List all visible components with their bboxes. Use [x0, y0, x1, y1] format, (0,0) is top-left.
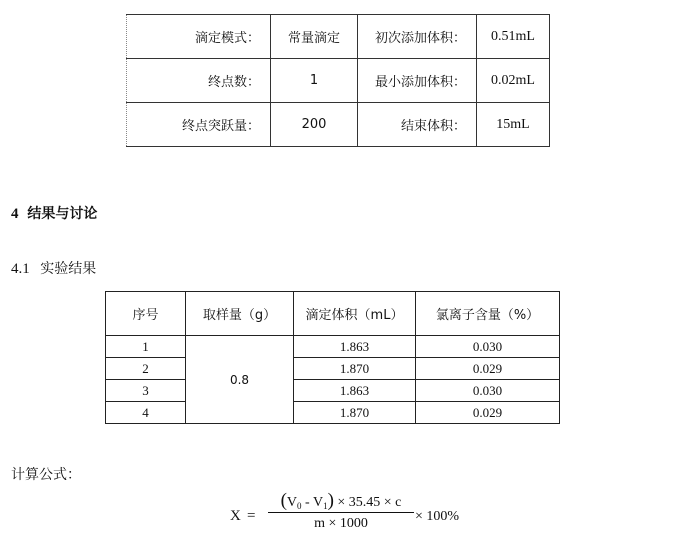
param-value: 1: [271, 59, 358, 103]
param-label: 最小添加体积：: [358, 59, 477, 103]
param-value: 0.51mL: [477, 15, 550, 59]
section-number: 4: [11, 206, 19, 222]
chloride-content: 0.029: [416, 358, 560, 380]
subsection-title: 实验结果: [40, 261, 97, 277]
table-row: [127, 103, 550, 147]
table-row: [127, 15, 550, 59]
chloride-content: 0.029: [416, 402, 560, 424]
param-label: 滴定模式：: [127, 15, 271, 59]
row-number: 4: [106, 402, 186, 424]
formula-denominator: m × 1000: [314, 516, 368, 531]
column-header: 滴定体积（mL）: [294, 292, 416, 336]
titration-volume: 1.863: [294, 380, 416, 402]
sample-mass: 0.8: [186, 336, 294, 424]
subsection-number: 4.1: [11, 261, 30, 277]
formula-numerator: $(V_0 - V_1) \times 35.45 \times c$: [280, 490, 402, 511]
param-value: 常量滴定: [271, 15, 358, 59]
subsection-heading: [11, 258, 96, 278]
fraction-bar: [268, 512, 414, 513]
param-label: 终点数：: [127, 59, 271, 103]
formula-lhs: X: [230, 508, 241, 524]
titration-volume: 1.863: [294, 336, 416, 358]
column-header: 氯离子含量（%）: [416, 292, 560, 336]
column-header: 序号: [106, 292, 186, 336]
titration-volume: 1.870: [294, 402, 416, 424]
titration-volume: 1.870: [294, 358, 416, 380]
row-number: 1: [106, 336, 186, 358]
table-row: [106, 358, 560, 380]
column-header: 取样量（g）: [186, 292, 294, 336]
param-value: 200: [271, 103, 358, 147]
table-header-row: [106, 292, 560, 336]
param-label: 终点突跃量：: [127, 103, 271, 147]
table-row: [127, 59, 550, 103]
formula-fraction: [268, 490, 414, 534]
titration-parameters-table: [126, 14, 550, 147]
param-value: 15mL: [477, 103, 550, 147]
section-title: 结果与讨论: [27, 206, 98, 222]
param-label: 结束体积：: [358, 103, 477, 147]
param-label: 初次添加体积：: [358, 15, 477, 59]
results-table: [105, 291, 560, 424]
table-row: [106, 380, 560, 402]
row-number: 2: [106, 358, 186, 380]
chloride-content: 0.030: [416, 380, 560, 402]
row-number: 3: [106, 380, 186, 402]
formula-equals: =: [247, 508, 256, 524]
table-row: [106, 336, 560, 358]
table-row: [106, 402, 560, 424]
calculation-label: 计算公式：: [11, 467, 81, 483]
chloride-content: 0.030: [416, 336, 560, 358]
formula-suffix: × 100%: [415, 509, 460, 524]
param-value: 0.02mL: [477, 59, 550, 103]
section-heading: [11, 203, 97, 223]
